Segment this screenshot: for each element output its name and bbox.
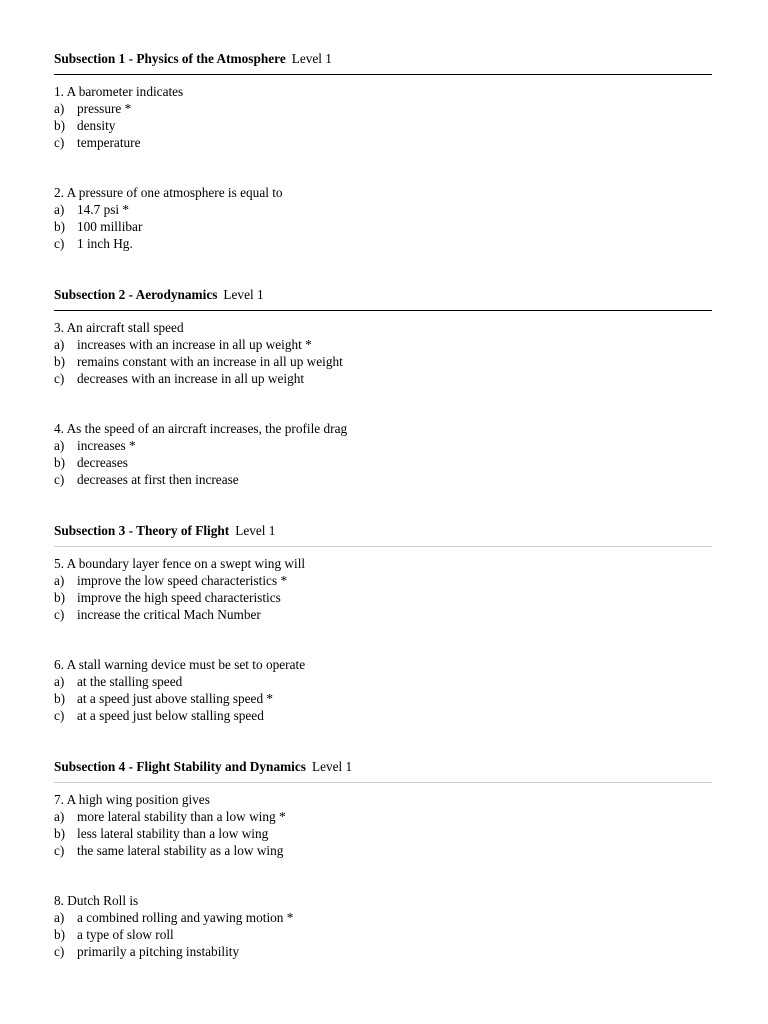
answer-option-b: [54, 454, 712, 471]
option-letter: a): [54, 101, 65, 116]
answer-option-a: [54, 808, 712, 825]
answer-option-a: [54, 572, 712, 589]
option-text: increases *: [77, 438, 136, 453]
option-text: a combined rolling and yawing motion *: [77, 910, 294, 925]
option-letter: c): [54, 371, 65, 386]
answer-option-c: [54, 606, 712, 623]
answer-option-c: [54, 943, 712, 960]
option-letter: b): [54, 118, 66, 133]
subsection-3: [54, 522, 712, 724]
option-letter: a): [54, 674, 65, 689]
section-divider: [54, 310, 712, 311]
answer-option-b: [54, 825, 712, 842]
question-6: [54, 656, 712, 724]
option-letter: a): [54, 910, 65, 925]
question-text: 4. As the speed of an aircraft increases, the profile drag: [54, 421, 348, 436]
question-2: [54, 184, 712, 252]
answer-option-b: [54, 926, 712, 943]
option-text: more lateral stability than a low wing *: [77, 809, 286, 824]
section-title: Subsection 1 - Physics of the Atmosphere: [54, 51, 286, 66]
option-letter: b): [54, 455, 66, 470]
option-text: at a speed just above stalling speed *: [77, 691, 274, 706]
option-text: increase the critical Mach Number: [77, 607, 261, 622]
option-text: decreases: [77, 455, 128, 470]
option-letter: c): [54, 708, 65, 723]
section-level: Level 1: [291, 51, 332, 66]
section-title: Subsection 3 - Theory of Flight: [54, 523, 230, 538]
section-heading: [54, 286, 712, 304]
answer-option-b: [54, 218, 712, 235]
option-letter: b): [54, 219, 66, 234]
answer-option-c: [54, 471, 712, 488]
answer-option-a: [54, 100, 712, 117]
option-letter: c): [54, 135, 65, 150]
section-heading: [54, 522, 712, 540]
section-divider: [54, 782, 712, 783]
option-text: improve the low speed characteristics *: [77, 573, 288, 588]
answer-option-a: [54, 336, 712, 353]
section-level: Level 1: [223, 287, 264, 302]
section-title: Subsection 4 - Flight Stability and Dynamics: [54, 759, 306, 774]
section-divider: [54, 546, 712, 547]
subsection-1: [54, 50, 712, 252]
option-letter: a): [54, 809, 65, 824]
option-text: increases with an increase in all up weight *: [77, 337, 312, 352]
option-text: density: [77, 118, 116, 133]
question-text: 7. A high wing position gives: [54, 792, 210, 807]
answer-option-b: [54, 589, 712, 606]
answer-option-c: [54, 707, 712, 724]
question-4: [54, 420, 712, 488]
subsection-2: [54, 286, 712, 488]
question-5: [54, 555, 712, 623]
question-7: [54, 791, 712, 859]
answer-option-a: [54, 673, 712, 690]
question-text: 1. A barometer indicates: [54, 84, 184, 99]
question-text: 8. Dutch Roll is: [54, 893, 139, 908]
answer-option-a: [54, 909, 712, 926]
option-letter: b): [54, 927, 66, 942]
option-text: less lateral stability than a low wing: [77, 826, 269, 841]
section-divider: [54, 74, 712, 75]
section-title: Subsection 2 - Aerodynamics: [54, 287, 218, 302]
question-8: [54, 892, 712, 960]
option-text: 1 inch Hg.: [77, 236, 133, 251]
option-text: the same lateral stability as a low wing: [77, 843, 284, 858]
answer-option-b: [54, 353, 712, 370]
option-text: decreases with an increase in all up weight: [77, 371, 305, 386]
question-document: [54, 50, 712, 960]
option-letter: c): [54, 843, 65, 858]
answer-option-a: [54, 437, 712, 454]
option-letter: c): [54, 236, 65, 251]
option-text: improve the high speed characteristics: [77, 590, 281, 605]
option-letter: a): [54, 573, 65, 588]
answer-option-c: [54, 842, 712, 859]
question-1: [54, 83, 712, 151]
section-level: Level 1: [311, 759, 353, 774]
option-text: remains constant with an increase in all up weight: [77, 354, 343, 369]
section-level: Level 1: [235, 523, 276, 538]
option-text: temperature: [77, 135, 141, 150]
option-letter: c): [54, 472, 65, 487]
option-letter: b): [54, 826, 66, 841]
option-letter: b): [54, 354, 66, 369]
answer-option-b: [54, 690, 712, 707]
question-text: 6. A stall warning device must be set to operate: [54, 657, 306, 672]
option-text: primarily a pitching instability: [77, 944, 240, 959]
subsection-4: [54, 758, 712, 960]
answer-option-b: [54, 117, 712, 134]
question-text: 3. An aircraft stall speed: [54, 320, 184, 335]
option-text: at the stalling speed: [77, 674, 183, 689]
question-text: 5. A boundary layer fence on a swept wing will: [54, 556, 306, 571]
option-text: a type of slow roll: [77, 927, 174, 942]
answer-option-c: [54, 235, 712, 252]
answer-option-a: [54, 201, 712, 218]
question-3: [54, 319, 712, 387]
option-letter: b): [54, 691, 66, 706]
option-letter: b): [54, 590, 66, 605]
section-heading: [54, 758, 712, 776]
option-letter: c): [54, 607, 65, 622]
option-letter: a): [54, 438, 65, 453]
answer-option-c: [54, 134, 712, 151]
answer-option-c: [54, 370, 712, 387]
option-text: 14.7 psi *: [77, 202, 130, 217]
option-letter: c): [54, 944, 65, 959]
option-text: at a speed just below stalling speed: [77, 708, 264, 723]
section-heading: [54, 50, 712, 68]
option-text: pressure *: [77, 101, 132, 116]
option-text: 100 millibar: [77, 219, 143, 234]
option-letter: a): [54, 202, 65, 217]
option-letter: a): [54, 337, 65, 352]
question-text: 2. A pressure of one atmosphere is equal to: [54, 185, 283, 200]
option-text: decreases at first then increase: [77, 472, 239, 487]
